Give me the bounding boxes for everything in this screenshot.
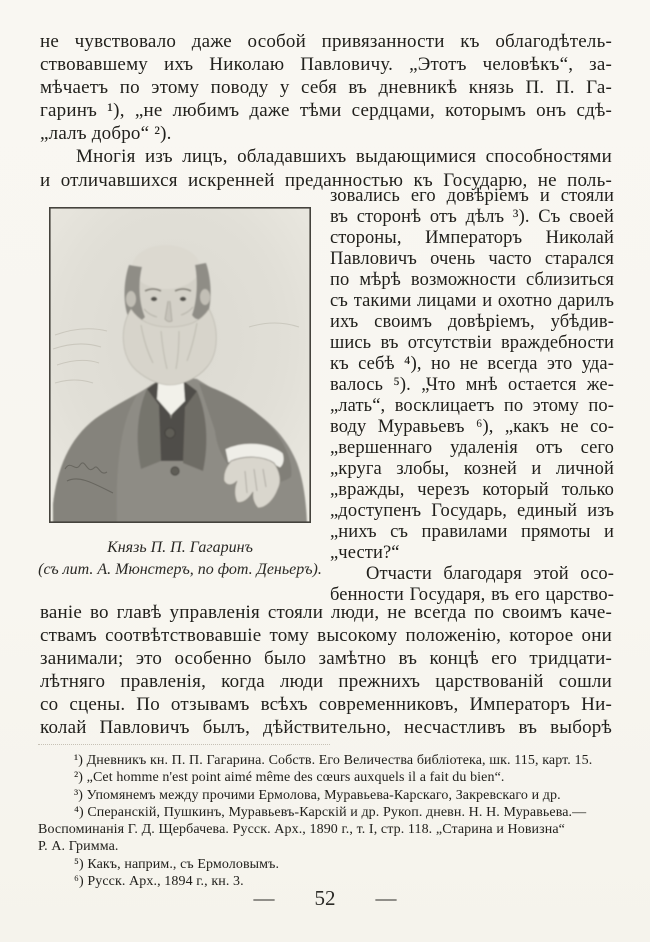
text-line: ствовавшему ихъ Николаю Павловичу. „Этотъ человѣкъ“, за-	[40, 54, 612, 76]
text-line: „вершеннаго удаленія отъ сего	[330, 438, 614, 458]
footer-right-dash: —	[375, 886, 397, 910]
text-line: валось ⁵). „Что мнѣ остается же-	[330, 375, 614, 395]
portrait-lithograph-icon	[49, 207, 311, 523]
paragraph-bottom	[40, 601, 612, 740]
text-line: „лать“, восклицаетъ по этому по-	[330, 396, 614, 416]
text-line: Воспоминанія Г. Д. Щербачева. Русск. Арх., 1890 г., т. I, стр. 118. „Старина и Новизна“	[38, 822, 565, 838]
text-line: стороны, Императоръ Николай	[330, 228, 614, 248]
text-line: ⁵) Какъ, наприм., съ Ермоловымъ.	[74, 856, 280, 872]
text-line: мѣчаетъ по этому поводу у себя въ дневникѣ князь П. П. Га-	[40, 77, 612, 99]
text-line: со сцены. По отзывамъ всѣхъ современниковъ, Императоръ Ни-	[40, 694, 612, 716]
paragraph-right-column	[330, 186, 614, 606]
text-line: ствамъ соотвѣтствовавшіе тому высокому положенію, которое они	[40, 625, 612, 647]
caption-title: Князь П. П. Гагаринъ	[107, 539, 253, 556]
text-line: колай Павловичъ былъ, дѣйствительно, несчастливъ въ выборѣ	[40, 717, 612, 739]
caption-credit: (съ лит. А. Мюнстеръ, по фот. Деньеръ).	[38, 560, 322, 578]
text-line: Р. А. Гримма.	[38, 839, 119, 855]
footnotes-block	[38, 752, 624, 890]
text-line: и отличавшихся искренней преданностью къ Государю, не поль-	[40, 169, 612, 191]
text-line: ваніе во главѣ управленія стояли люди, не всегда по своимъ каче-	[40, 602, 612, 623]
text-line: не чувствовало даже особой привязанности къ облагодѣтель-	[40, 31, 612, 52]
page-number-value: 52	[314, 886, 336, 910]
text-line: воду Муравьевъ ⁶), „какъ не со-	[330, 417, 614, 437]
footer-left-dash: —	[253, 886, 275, 910]
text-line: шись въ отсутствіи враждебности	[330, 333, 614, 353]
text-line: Многія изъ лицъ, обладавшихъ выдающимися способностями	[76, 146, 612, 168]
text-line: въ сторонѣ отъ дѣлъ ³). Съ своей	[330, 207, 614, 227]
page-footer	[0, 886, 650, 911]
text-line: занимали; это особенно было замѣтно въ концѣ его тридцати-	[40, 648, 612, 670]
text-line: къ себѣ ⁴), но не всегда это уда-	[330, 354, 614, 374]
text-line: съ такими лицами и охотно дарилъ	[330, 291, 614, 311]
text-line: гаринъ ¹), „не любимъ даже тѣми сердцами, которымъ онъ сдѣ-	[40, 100, 612, 122]
text-line: „круга злобы, козней и личной	[330, 459, 614, 479]
paragraph-top	[40, 30, 612, 192]
text-line: ³) Упомянемъ между прочими Ермолова, Муравьева-Карскаго, Закревскаго и др.	[74, 787, 561, 803]
text-line: бенности Государя, въ его царство-	[330, 585, 614, 605]
text-line: по мѣрѣ возможности сблизиться	[330, 270, 614, 290]
text-line: „чести?“	[330, 543, 400, 563]
text-line: ихъ своимъ довѣріемъ, убѣдив-	[330, 312, 614, 332]
text-line: ⁶) Русск. Арх., 1894 г., кн. 3.	[74, 874, 244, 890]
text-line: зовались его довѣріемъ и стояли	[330, 186, 614, 206]
text-line: „нихъ съ правилами прямоты и	[330, 522, 614, 542]
text-line: „вражды, черезъ который только	[330, 480, 614, 500]
portrait-figure	[49, 207, 311, 523]
text-line: „доступенъ Государь, единый изъ	[330, 501, 614, 521]
text-line: ⁴) Сперанскій, Пушкинъ, Муравьевъ-Карскій и др. Рукоп. дневн. Н. Н. Муравьева.—	[74, 804, 587, 820]
text-line: ²) „Cet homme n'est point aimé même des cœurs auxquels il a fait du bien“.	[74, 770, 505, 786]
text-line: ¹) Дневникъ кн. П. П. Гагарина. Собств. Его Величества библіотека, шк. 115, карт. 15.	[74, 753, 593, 768]
text-line: Отчасти благодаря этой осо-	[366, 564, 614, 584]
text-line: лѣтняго правленія, когда люди прежнихъ царствованій сошли	[40, 671, 612, 693]
figure-caption	[28, 537, 332, 580]
text-line: Павловичъ очень часто старался	[330, 249, 614, 269]
text-line: „лалъ добро“ ²).	[40, 123, 172, 145]
footnote-separator	[38, 744, 330, 745]
